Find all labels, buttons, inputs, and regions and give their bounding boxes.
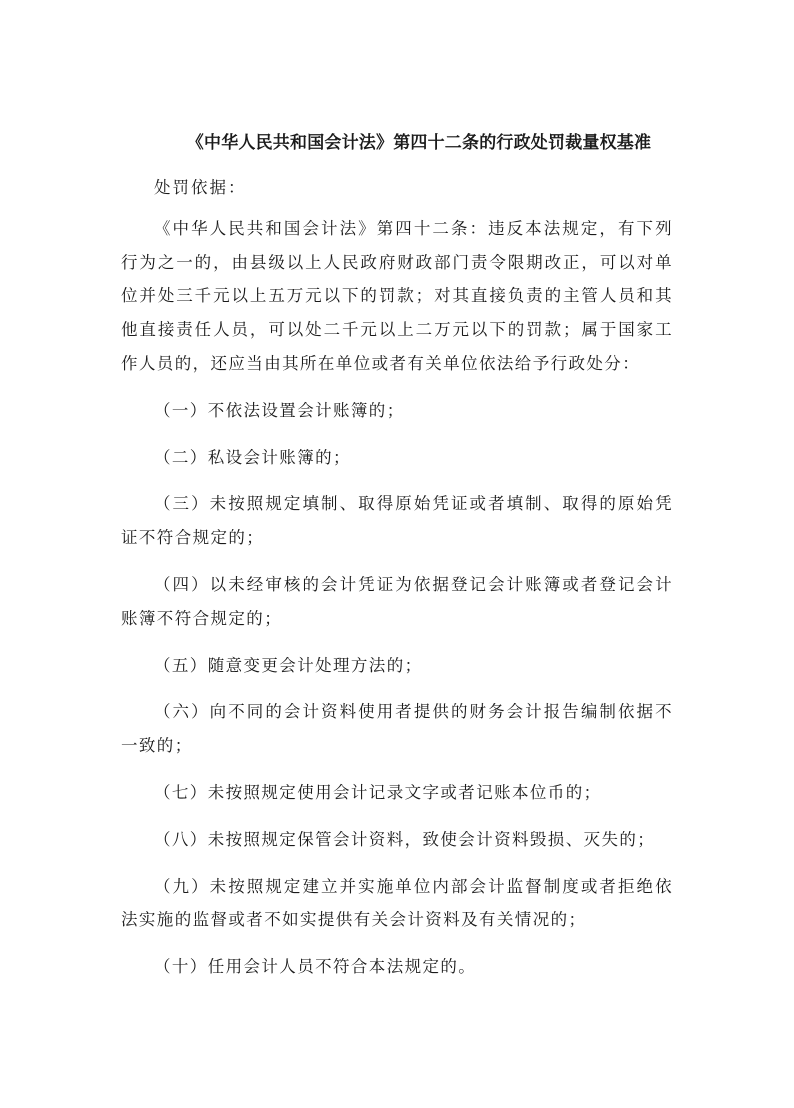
violation-list [121, 394, 673, 984]
list-item: （七）未按照规定使用会计记录文字或者记账本位币的； [154, 782, 602, 802]
list-item: （三）未按照规定填制、取得原始凭证或者填制、取得的原始凭证不符合规定的； [121, 494, 673, 548]
list-item: （六）向不同的会计资料使用者提供的财务会计报告编制依据不一致的； [121, 702, 673, 756]
document-body [121, 128, 673, 984]
list-item: （四）以未经审核的会计凭证为依据登记会计账簿或者登记会计账簿不符合规定的； [121, 574, 673, 628]
list-item: （一）不依法设置会计账簿的； [154, 400, 405, 420]
list-item: （八）未按照规定保管会计资料，致使会计资料毁损、灭失的； [154, 829, 656, 849]
basis-label: 处罚依据： [154, 178, 247, 197]
law-article-text: 《中华人民共和国会计法》第四十二条：违反本法规定，有下列行为之一的，由县级以上人民政府财政部门责令限期改正，可以对单位并处三千元以上五万元以下的罚款；对其直接负责的主管人员和其他直接责任人员，可以处二千元以上二万元以下的罚款；属于国家工作人员的，还应当由其所在单位或者有关单位依法给予行政处分： [121, 218, 673, 373]
list-item: （二）私设会计账簿的； [154, 447, 351, 467]
list-item: （十）任用会计人员不符合本法规定的。 [154, 957, 477, 977]
list-item: （五）随意变更会计处理方法的； [154, 655, 423, 675]
list-item: （九）未按照规定建立并实施单位内部会计监督制度或者拒绝依法实施的监督或者不如实提供有关会计资料及有关情况的； [121, 876, 673, 930]
document-title: 《中华人民共和国会计法》第四十二条的行政处罚裁量权基准 [186, 133, 652, 153]
